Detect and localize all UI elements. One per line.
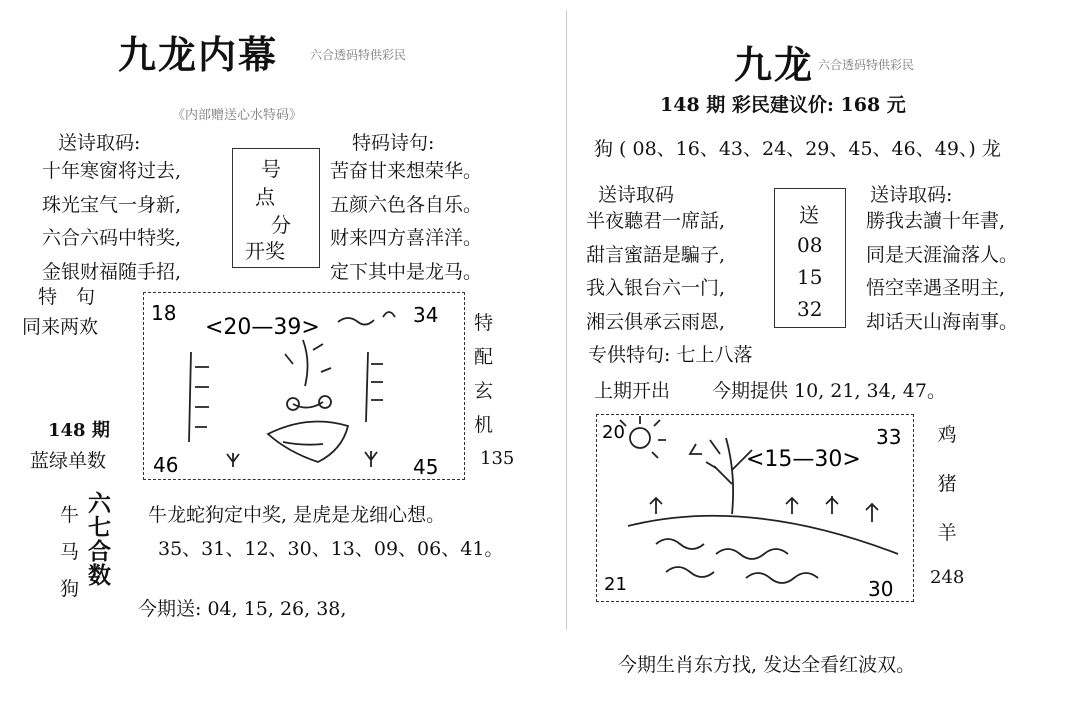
- side-num: 248: [930, 567, 965, 588]
- box-char: 号: [261, 157, 281, 181]
- box-num: 08: [797, 233, 823, 257]
- right-poem2: [866, 205, 1018, 339]
- zodiac-char: 狗: [60, 578, 80, 600]
- box-num: 32: [797, 297, 823, 321]
- sketch-corner-tl: 20: [602, 422, 625, 443]
- right-issue-price: 148 期 彩民建议价: 168 元: [660, 94, 906, 116]
- sketch-drawing: [620, 416, 898, 583]
- liuqi-column: [88, 492, 111, 588]
- left-issue-note: 蓝绿单数: [30, 450, 107, 472]
- poem-line: 同是天涯淪落人。: [866, 243, 1019, 266]
- box-char: 分: [271, 213, 291, 237]
- zodiac-char: 马: [60, 541, 80, 563]
- liuqi-char: 七: [88, 514, 111, 541]
- left-slogan: 《内部赠送心水特码》: [172, 108, 303, 123]
- box-num: 15: [797, 265, 823, 289]
- side-char: 机: [474, 414, 494, 436]
- side-char: 鸡: [937, 424, 957, 446]
- right-this-provide: 今期提供 10, 21, 34, 47。: [712, 380, 946, 402]
- left-side-num: 135: [480, 448, 515, 469]
- right-dog-nums: 狗 ( 08、16、43、24、29、45、46、49、) 龙: [594, 138, 1001, 160]
- poem-line: 六合六码中特奖,: [42, 227, 182, 249]
- tejv-label: 特 句: [38, 286, 96, 308]
- poem-line: 悟空幸遇圣明主,: [866, 277, 1006, 299]
- side-char: 玄: [474, 380, 494, 402]
- left-line2: 35、31、12、30、13、09、06、41。: [158, 538, 504, 560]
- side-char: 配: [474, 346, 494, 368]
- box-char: 点: [255, 185, 275, 209]
- right-subtitle: 六合透码特供彩民: [818, 58, 915, 72]
- left-poem2-label: 特码诗句:: [352, 132, 435, 154]
- poem-line: 珠光宝气一身新,: [42, 193, 182, 216]
- poem-line: 五颜六色各自乐。: [330, 193, 483, 216]
- poem-line: 定下其中是龙马。: [330, 260, 483, 283]
- left-poem1-label: 送诗取码:: [58, 132, 141, 154]
- side-char: 羊: [937, 522, 957, 544]
- right-center-box: [774, 188, 846, 328]
- right-poem2-label: 送诗取码:: [870, 184, 953, 206]
- poem-line: 我入银台六一门,: [586, 277, 726, 299]
- poem-line: 财来四方喜洋洋。: [330, 227, 483, 249]
- left-line1: 牛龙蛇狗定中奖, 是虎是龙细心想。: [148, 504, 446, 526]
- right-special: 专供特句: 七上八落: [588, 344, 753, 366]
- poem-line: 勝我去讀十年書,: [866, 210, 1006, 232]
- tejv-text: 同来两欢: [22, 316, 99, 338]
- poem-line: 半夜聽君一席話,: [586, 210, 726, 232]
- zodiac-char: 牛: [60, 504, 80, 526]
- side-char: 猪: [937, 473, 957, 495]
- right-title: 九龙: [734, 42, 815, 87]
- poem-line: 十年寒窗将过去,: [42, 160, 182, 182]
- sketch-range: <20—39>: [205, 315, 320, 340]
- poem-line: 却话天山海南事。: [866, 310, 1019, 333]
- sketch-corner-tr: 34: [413, 303, 439, 327]
- liuqi-char: 合: [88, 538, 111, 565]
- liuqi-char: 六: [88, 490, 111, 517]
- poem-line: 湘云俱承云雨恩,: [586, 310, 726, 333]
- left-poem2: [330, 155, 482, 289]
- left-send: 今期送: 04, 15, 26, 38,: [138, 598, 347, 620]
- poem-line: 金银财福随手招,: [42, 260, 182, 283]
- box-char: 送: [799, 203, 819, 227]
- left-sketch: [143, 292, 465, 480]
- sketch-corner-tl: 18: [151, 301, 177, 325]
- right-side-column: [930, 420, 964, 588]
- sketch-corner-bl: 21: [604, 574, 627, 595]
- right-poem1: [586, 205, 725, 339]
- sketch-corner-bl: 46: [153, 453, 179, 477]
- box-char: 开奖: [245, 239, 285, 263]
- poem-line: 苦奋甘来想荣华。: [330, 160, 483, 182]
- side-char: 特: [474, 312, 494, 334]
- left-issue: 148 期: [48, 420, 110, 441]
- sketch-range: <15—30>: [746, 447, 861, 472]
- right-bottom-line: 今期生肖东方找, 发达全看红波双。: [618, 654, 916, 676]
- right-sketch: [596, 414, 914, 602]
- left-title: 九龙内幕: [118, 32, 279, 77]
- right-last-label: 上期开出: [594, 380, 671, 402]
- right-poem1-label: 送诗取码: [598, 184, 675, 206]
- sketch-corner-tr: 33: [876, 425, 902, 449]
- zodiac-column: [60, 500, 79, 601]
- liuqi-char: 数: [88, 562, 111, 589]
- poem-line: 甜言蜜語是騙子,: [586, 243, 726, 266]
- left-subtitle: 六合透码特供彩民: [310, 48, 407, 62]
- left-center-box: [232, 148, 320, 268]
- panel-divider: [566, 10, 567, 630]
- sketch-corner-br: 30: [868, 577, 894, 601]
- left-poem1: [42, 155, 181, 289]
- sketch-corner-br: 45: [413, 455, 439, 479]
- left-side-chars: [474, 308, 493, 437]
